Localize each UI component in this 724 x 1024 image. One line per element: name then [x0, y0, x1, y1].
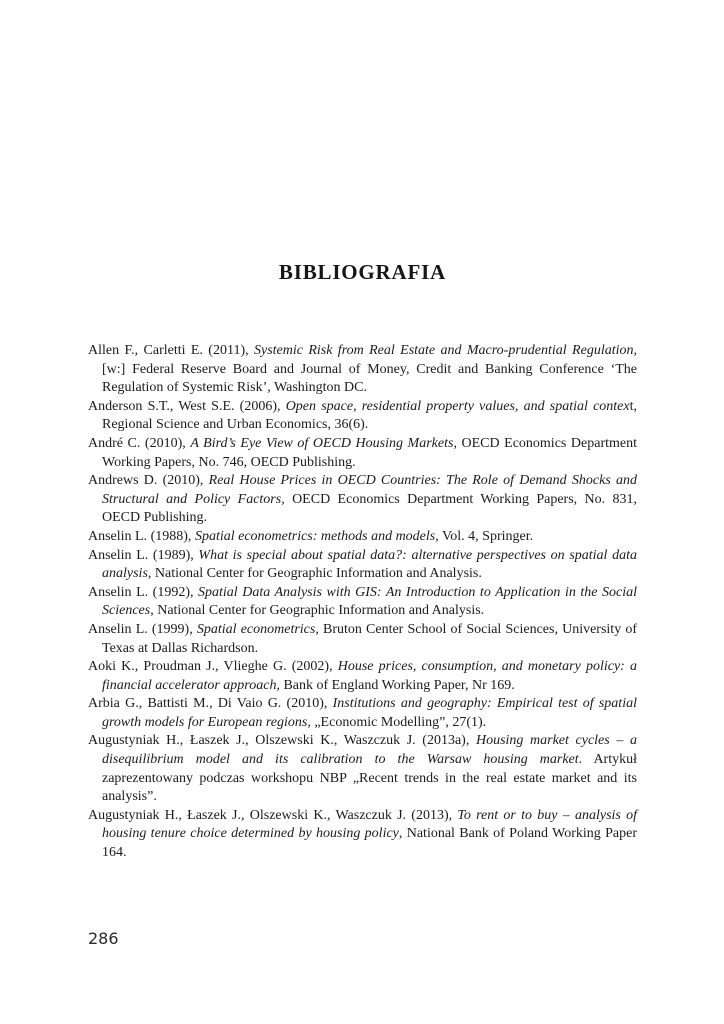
text-column	[88, 0, 637, 863]
reference-entry	[88, 584, 637, 621]
page-title: BIBLIOGRAFIA	[278, 260, 447, 284]
reference-title-italic: Real House Prices in OECD Countries: The Role of Demand Shocks and Structural and Policy Factors	[102, 473, 637, 507]
reference-text: , „Economic Modelling”, 27(1).	[307, 714, 487, 730]
reference-text: , Vol. 4, Springer.	[435, 528, 534, 544]
reference-title-italic: Spatial econometrics: methods and models	[194, 528, 436, 544]
reference-entry	[88, 342, 637, 398]
reference-text: Anselin L. (1999),	[88, 621, 197, 637]
reference-text: Augustyniak H., Łaszek J., Olszewski K., Waszczuk J. (2013),	[88, 807, 458, 823]
reference-entry	[88, 621, 637, 658]
reference-text: t, Regional Science and Urban Economics, 36(6).	[102, 398, 637, 433]
reference-title-italic: A Bird’s Eye View of OECD Housing Markets	[190, 435, 454, 451]
reference-title-italic: Housing market cycles – a disequilibrium model and its calibration to the Warsaw housing market	[102, 733, 637, 768]
reference-title-italic: What is special about spatial data?: alternative perspectives on spatial data analysis	[102, 547, 637, 582]
reference-text: Anselin L. (1992),	[88, 584, 199, 600]
reference-text: , National Center for Geographic Information and Analysis.	[147, 566, 482, 582]
reference-text: , Bruton Center School of Social Sciences, University of Texas at Dallas Richardson.	[102, 621, 638, 656]
reference-text: Anselin L. (1989),	[88, 547, 199, 563]
reference-title-italic: Spatial econometrics	[196, 621, 316, 637]
reference-title-italic: To rent or to buy – analysis of housing tenure choice determined by housing policy	[102, 807, 637, 842]
reference-text: , Bank of England Working Paper, Nr 169.	[276, 677, 515, 693]
reference-text: , National Center for Geographic Information and Analysis.	[150, 603, 485, 619]
reference-text: André C. (2010),	[88, 435, 191, 451]
reference-text: , National Bank of Poland Working Paper 164.	[102, 826, 638, 861]
reference-text: Andrews D. (2010),	[88, 473, 209, 489]
reference-text: , OECD Economics Department Working Papers, No. 831, OECD Publishing.	[102, 491, 637, 526]
page-number: 286	[88, 929, 119, 948]
reference-entry	[88, 732, 637, 806]
reference-text: Anderson S.T., West S.E. (2006),	[88, 398, 286, 414]
reference-text: . Artykuł zaprezentowany podczas workshopu NBP „Recent trends in the real estate market and its analysis”.	[102, 752, 637, 805]
reference-text: Allen F., Carletti E. (2011),	[88, 343, 254, 358]
reference-list	[88, 342, 637, 863]
reference-entry	[88, 435, 637, 472]
reference-title-italic: Systemic Risk from Real Estate and Macro-prudential Regulation	[253, 343, 634, 358]
reference-entry	[88, 807, 637, 863]
reference-entry	[88, 472, 637, 528]
reference-title-italic: Institutions and geography: Empirical test of spatial growth models for European regions	[102, 696, 637, 730]
reference-entry	[88, 658, 637, 695]
reference-title-italic: House prices, consumption, and monetary policy: a financial accelerator approach	[102, 659, 637, 693]
reference-text: Aoki K., Proudman J., Vlieghe G. (2002),	[88, 659, 338, 675]
reference-text: , [w:] Federal Reserve Board and Journal of Money, Credit and Banking Conference ‘The Regulation of Systemic Risk’, Washington DC.	[102, 343, 637, 396]
reference-text: Arbia G., Battisti M., Di Vaio G. (2010),	[88, 696, 333, 712]
reference-title-italic: Spatial Data Analysis with GIS: An Introduction to Application in the Social Sciences	[102, 584, 637, 619]
reference-text: Augustyniak H., Łaszek J., Olszewski K., Waszczuk J. (2013a),	[88, 733, 476, 749]
reference-entry	[88, 695, 637, 732]
reference-entry	[88, 547, 637, 584]
reference-entry	[88, 398, 637, 435]
reference-title-italic: Open space, residential property values, and spatial contex	[285, 398, 630, 414]
reference-entry	[88, 528, 637, 547]
reference-text: , OECD Economics Department Working Papers, No. 746, OECD Publishing.	[102, 435, 638, 470]
reference-text: Anselin L. (1988),	[88, 528, 195, 544]
